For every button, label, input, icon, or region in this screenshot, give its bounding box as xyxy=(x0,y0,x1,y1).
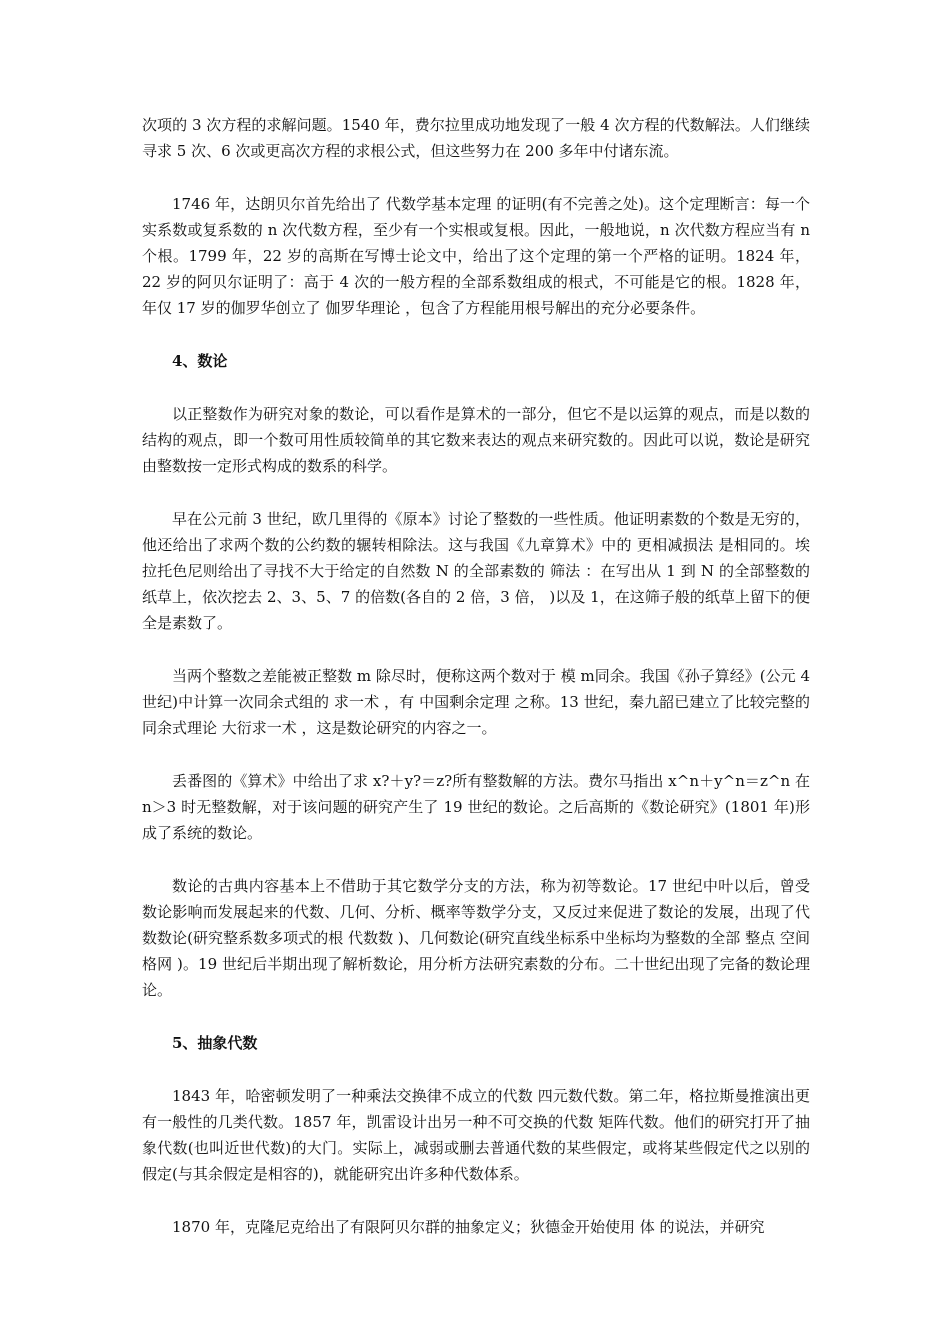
paragraph-diophantus-fermat: 丢番图的《算术》中给出了求 x?＋y?＝z?所有整数解的方法。费尔马指出 x^n＋y^n＝z^n 在 n＞3 时无整数解，对于该问题的研究产生了 19 世纪的数论。之后高斯的《数论研究》(1801 年)形成了系统的数论。 xyxy=(142,772,810,842)
paragraph-quaternions-matrices: 1843 年，哈密顿发明了一种乘法交换律不成立的代数 四元数代数。第二年，格拉斯曼推演出更有一般性的几类代数。1857 年，凯雷设计出另一种不可交换的代数 矩阵代数。他们的研究打开了抽象代数(也叫近世代数)的大门。实际上，减弱或删去普通代数的某些假定，或将某些假定代之以别的假定(与其余假定是相容的)，就能研究出许多种代数体系。 xyxy=(142,1087,810,1183)
paragraph-fundamental-theorem: 1746 年，达朗贝尔首先给出了 代数学基本定理 的证明(有不完善之处)。这个定理断言：每一个实系数或复系数的 n 次代数方程，至少有一个实根或复根。因此，一般地说，n 次代数方程应当有 n 个根。1799 年，22 岁的高斯在写博士论文中，给出了这个定理的第一个严格的证明。1824 年，22 岁的阿贝尔证明了：高于 4 次的一般方程的全部系数组成的根式，不可能是它的根。1828 年，年仅 17 岁的伽罗华创立了 伽罗华理论 ，包含了方程能用根号解出的充分必要条件。 xyxy=(142,195,810,317)
section-heading-number-theory: 4、数论 xyxy=(172,352,228,370)
paragraph-abelian-groups: 1870 年，克隆尼克给出了有限阿贝尔群的抽象定义；狄德金开始使用 体 的说法，并研究 xyxy=(172,1218,765,1236)
document-page xyxy=(142,112,810,1267)
paragraph-elementary-number-theory: 数论的古典内容基本上不借助于其它数学分支的方法，称为初等数论。17 世纪中叶以后，曾受数论影响而发展起来的代数、几何、分析、概率等数学分支，又反过来促进了数论的发展，出现了代数数论(研究整系数多项式的根 代数数 )、几何数论(研究直线坐标系中坐标均为整数的全部 整点 空间格网 )。19 世纪后半期出现了解析数论，用分析方法研究素数的分布。二十世纪出现了完备的数论理论。 xyxy=(142,877,810,999)
paragraph-number-theory-definition: 以正整数作为研究对象的数论，可以看作是算术的一部分，但它不是以运算的观点，而是以数的结构的观点，即一个数可用性质较简单的其它数来表达的观点来研究数的。因此可以说，数论是研究由整数按一定形式构成的数系的科学。 xyxy=(142,405,810,475)
paragraph-congruence: 当两个整数之差能被正整数 m 除尽时，便称这两个数对于 模 m同余。我国《孙子算经》(公元 4 世纪)中计算一次同余式组的 求一术 ，有 中国剩余定理 之称。13 世纪，秦九韶已建立了比较完整的同余式理论 大衍求一术 ，这是数论研究的内容之一。 xyxy=(142,667,810,737)
paragraph-cubic-quartic: 次项的 3 次方程的求解问题。1540 年，费尔拉里成功地发现了一般 4 次方程的代数解法。人们继续寻求 5 次、6 次或更高次方程的求根公式，但这些努力在 200 多年中付诸东流。 xyxy=(142,116,810,160)
paragraph-euclid-sieve: 早在公元前 3 世纪，欧几里得的《原本》讨论了整数的一些性质。他证明素数的个数是无穷的，他还给出了求两个数的公约数的辗转相除法。这与我国《九章算术》中的 更相减损法 是相同的。埃拉托色尼则给出了寻找不大于给定的自然数 N 的全部素数的 筛法 ：在写出从 1 到 N 的全部整数的纸草上，依次挖去 2、3、5、7 的倍数(各自的 2 倍，3 倍， )以及 1，在这筛子般的纸草上留下的便全是素数了。 xyxy=(142,510,810,632)
section-heading-abstract-algebra: 5、抽象代数 xyxy=(172,1034,258,1052)
